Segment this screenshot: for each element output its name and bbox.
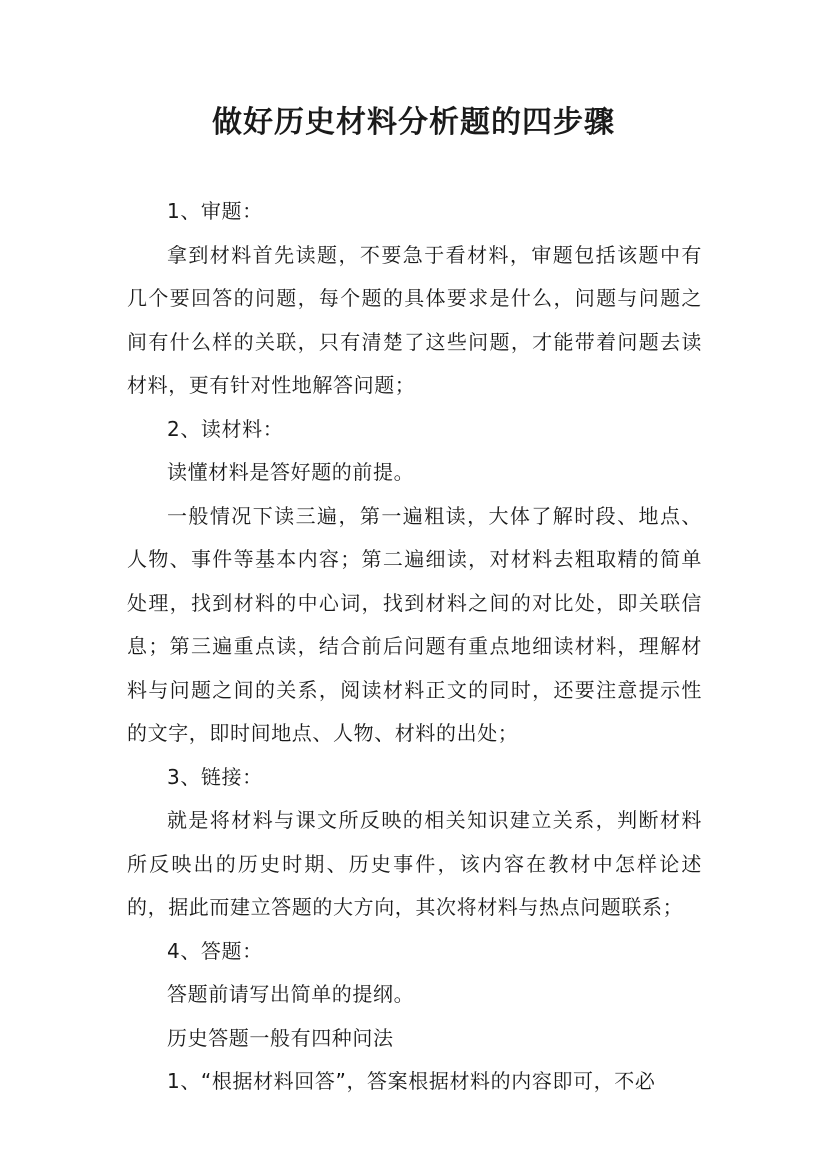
paragraph: 1、“根据材料回答”，答案根据材料的内容即可，不必: [167, 1069, 656, 1093]
document-body: [127, 190, 702, 1104]
heading-step-2: 2、读材料：: [167, 416, 284, 441]
paragraph: 答题前请写出简单的提纲。: [167, 982, 415, 1006]
document-title: 做好历史材料分析题的四步骤: [212, 105, 615, 140]
paragraph: 拿到材料首先读题，不要急于看材料，审题包括该题中有几个要回答的问题，每个题的具体要求是什么，问题与问题之间有什么样的关联，只有清楚了这些问题，才能带着问题去读材料，更有针对性地解答问题；: [127, 242, 702, 397]
heading-step-1: 1、审题：: [167, 199, 263, 223]
paragraph: 一般情况下读三遍，第一遍粗读，大体了解时段、地点、人物、事件等基本内容；第二遍细读，对材料去粗取精的简单处理，找到材料的中心词，找到材料之间的对比处，即关联信息；第三遍重点读，结合前后问题有重点地细读材料，理解材料与问题之间的关系，阅读材料正文的同时，还要注意提示性的文字，即时间地点、人物、材料的出处；: [127, 503, 702, 745]
heading-step-3: 3、链接：: [167, 764, 263, 789]
paragraph: 读懂材料是答好题的前提。: [167, 460, 415, 484]
paragraph: 历史答题一般有四种问法: [167, 1025, 394, 1050]
paragraph: 就是将材料与课文所反映的相关知识建立关系，判断材料所反映出的历史时期、历史事件，该内容在教材中怎样论述的，据此而建立答题的大方向，其次将材料与热点问题联系；: [127, 808, 702, 919]
heading-step-4: 4、答题：: [167, 938, 263, 963]
